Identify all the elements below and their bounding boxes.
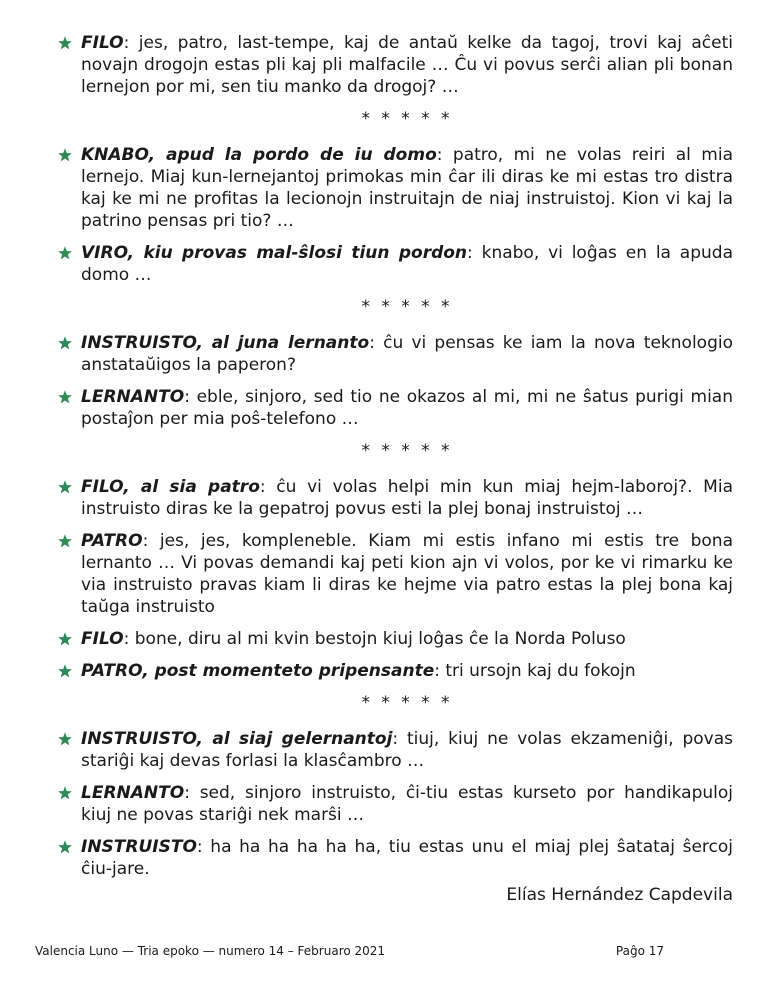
star-bullet-icon — [57, 785, 73, 801]
dialogue-entry — [57, 530, 733, 618]
speaker-name: INSTRUISTO, al siaj gelernantoj — [81, 729, 393, 749]
dialogue-text: : jes, jes, kompleneble. Kiam mi estis infano mi estis tre bona lernanto … Vi povas demandi kaj peti kion ajn vi volos, por ke vi rimarku ke via instruisto pravas kiam li diras ke hejme via patro estas la plej bona kaj taŭga instruisto — [81, 531, 733, 617]
page-footer — [35, 943, 664, 959]
speaker-name: LERNANTO — [81, 387, 185, 407]
article-body — [57, 32, 733, 890]
speaker-name: FILO — [81, 33, 124, 53]
speaker-name: PATRO — [81, 531, 143, 551]
speaker-name: VIRO, kiu provas mal-ŝlosi tiun pordon — [81, 243, 468, 263]
star-bullet-icon — [57, 533, 73, 549]
dialogue-entry — [57, 242, 733, 286]
star-bullet-icon — [57, 245, 73, 261]
dialogue-entry — [57, 476, 733, 520]
dialogue-text: : knabo, vi loĝas en la apuda domo … — [81, 243, 733, 285]
dialogue-entry — [57, 660, 733, 682]
section-separator: * * * * * — [361, 109, 453, 129]
star-bullet-icon — [57, 147, 73, 163]
speaker-name: INSTRUISTO, al juna lernanto — [81, 333, 370, 353]
star-bullet-icon — [57, 35, 73, 51]
dialogue-text: : sed, sinjoro instruisto, ĉi-tiu estas kurseto por handikapuloj kiuj ne povas stariĝi nek marŝi … — [81, 783, 733, 825]
dialogue-entry — [57, 782, 733, 826]
dialogue-entry — [57, 836, 733, 880]
speaker-name: FILO — [81, 629, 124, 649]
dialogue-text: : ĉu vi volas helpi min kun miaj hejm-laboroj?. Mia instruisto diras ke la gepatroj povus esti la plej bonaj instruistoj … — [81, 477, 733, 519]
footer-publication: Valencia Luno — Tria epoko — numero 14 – Februaro 2021 — [35, 944, 386, 958]
star-bullet-icon — [57, 663, 73, 679]
star-bullet-icon — [57, 335, 73, 351]
dialogue-entry — [57, 32, 733, 98]
star-bullet-icon — [57, 479, 73, 495]
star-bullet-icon — [57, 389, 73, 405]
section-separator: * * * * * — [361, 441, 453, 461]
speaker-name: PATRO, post momenteto pripensante — [81, 661, 435, 681]
star-bullet-icon — [57, 631, 73, 647]
dialogue-entry — [57, 386, 733, 430]
dialogue-text: : patro, mi ne volas reiri al mia lernejo. Miaj kun-lernejantoj primokas min ĉar ili diras ke mi estas tro distra kaj ke mi ne profitas la lecionojn instruitajn de niaj instruistoj. Kion vi kaj la patrino pensas pri tio? … — [81, 145, 733, 231]
section-separator: * * * * * — [361, 693, 453, 713]
speaker-name: KNABO, apud la pordo de iu domo — [81, 145, 437, 165]
dialogue-entry — [57, 332, 733, 376]
speaker-name: INSTRUISTO — [81, 837, 197, 857]
dialogue-text: : tri ursojn kaj du fokojn — [434, 661, 636, 681]
dialogue-entry — [57, 728, 733, 772]
speaker-name: LERNANTO — [81, 783, 185, 803]
dialogue-entry — [57, 628, 733, 650]
star-bullet-icon — [57, 731, 73, 747]
dialogue-text: : tiuj, kiuj ne volas ekzameniĝi, povas stariĝi kaj devas forlasi la klasĉambro … — [81, 729, 733, 771]
dialogue-text: : eble, sinjoro, sed tio ne okazos al mi, mi ne ŝatus purigi mian postaĵon per mia poŝ-telefono … — [81, 387, 733, 429]
footer-page-number: Paĝo 17 — [615, 944, 664, 958]
dialogue-text: : bone, diru al mi kvin bestojn kiuj loĝas ĉe la Norda Poluso — [123, 629, 626, 649]
author-signature: Elías Hernández Capdevila — [506, 885, 733, 905]
speaker-name: FILO, al sia patro — [81, 477, 260, 497]
dialogue-text: : ha ha ha ha ha ha, tiu estas unu el miaj plej ŝatataj ŝercoj ĉiu-jare. — [81, 837, 733, 879]
section-separator: * * * * * — [361, 297, 453, 317]
dialogue-entry — [57, 144, 733, 232]
star-bullet-icon — [57, 839, 73, 855]
dialogue-text: : jes, patro, last-tempe, kaj de antaŭ kelke da tagoj, trovi kaj aĉeti novajn drogojn estas pli kaj pli malfacile … Ĉu vi povus serĉi alian pli bonan lernejon por mi, sen tiu manko da drogoj? … — [81, 33, 733, 97]
dialogue-text: : ĉu vi pensas ke iam la nova teknologio anstataŭigos la paperon? — [81, 333, 733, 375]
